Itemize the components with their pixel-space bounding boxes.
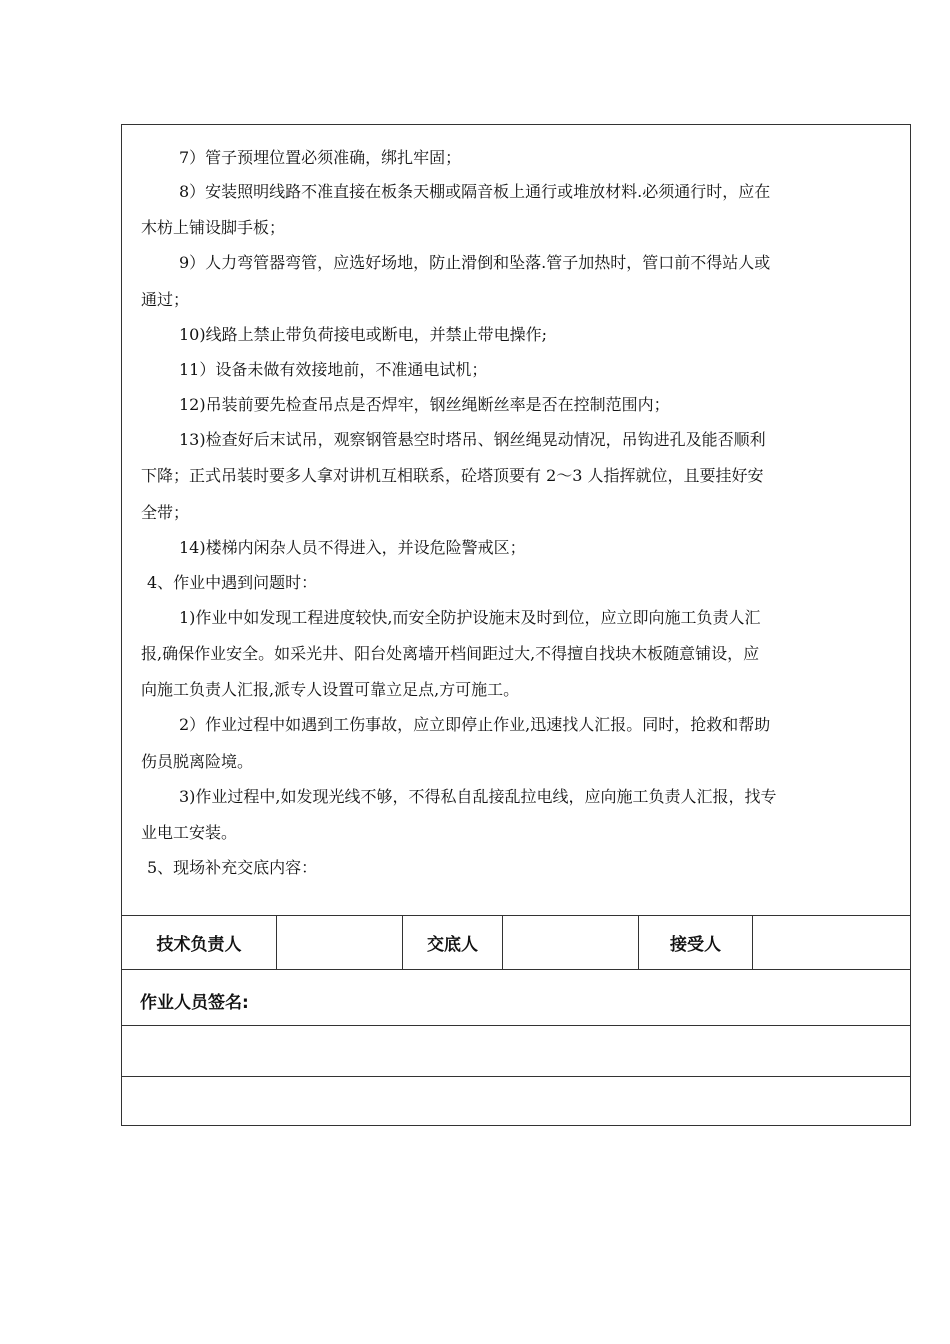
text-line: 1)作业中如发现工程进度较快,而安全防护设施末及时到位，应立即向施工负责人汇	[179, 608, 761, 627]
text-line: 7）管子预埋位置必须准确，绑扎牢固；	[179, 148, 462, 167]
text-line: 业电工安装。	[141, 823, 238, 842]
receiver-signature-field[interactable]	[752, 916, 910, 969]
text-line: 通过；	[141, 290, 190, 309]
workers-signature-row	[122, 970, 910, 1026]
presenter-signature-field[interactable]	[502, 916, 638, 969]
text-line: 全带；	[141, 503, 190, 522]
text-line: 9）人力弯管器弯管，应选好场地，防止滑倒和坠落.管子加热时，管口前不得站人或	[179, 253, 771, 272]
text-line: 10)线路上禁止带负荷接电或断电，并禁止带电操作;	[179, 325, 547, 344]
text-line: 3)作业过程中,如发现光线不够，不得私自乱接乱拉电线，应向施工负责人汇报，找专	[179, 787, 777, 806]
text-line: 14)楼梯内闲杂人员不得进入，并设危险警戒区；	[179, 538, 526, 557]
text-line: 向施工负责人汇报,派专人设置可靠立足点,方可施工。	[141, 680, 520, 699]
text-line: 11）设备未做有效接地前，不准通电试机；	[179, 360, 488, 379]
text-line: 伤员脱离险境。	[141, 752, 254, 771]
content-section	[122, 125, 910, 916]
workers-signature-field[interactable]	[122, 1026, 910, 1077]
disclosure-form	[121, 124, 911, 1126]
workers-signature-field[interactable]	[122, 1077, 910, 1125]
text-line: 8）安装照明线路不准直接在板条天棚或隔音板上通行或堆放材料.必须通行时，应在	[179, 182, 771, 201]
text-line: 下降；正式吊装时要多人拿对讲机互相联系，砼塔顶要有 2～3 人指挥就位，且要挂好安	[141, 466, 764, 485]
signature-row	[122, 916, 910, 970]
workers-signature-label: 作业人员签名:	[140, 993, 249, 1013]
receiver-label: 接受人	[638, 916, 752, 969]
presenter-label: 交底人	[402, 916, 502, 969]
section-heading: 4、作业中遇到问题时：	[147, 573, 318, 592]
text-line: 13)检查好后末试吊，观察钢管悬空时塔吊、钢丝绳晃动情况，吊钩进孔及能否顺利	[179, 430, 766, 449]
text-line: 2）作业过程中如遇到工伤事故，应立即停止作业,迅速找人汇报。同时，抢救和帮助	[179, 715, 771, 734]
text-line: 木枋上铺设脚手板；	[141, 218, 286, 237]
text-line: 报,确保作业安全。如采光井、阳台处离墙开档间距过大,不得擅自找块木板随意铺设，应	[141, 644, 760, 663]
text-line: 12)吊装前要先检查吊点是否焊牢，钢丝绳断丝率是否在控制范围内；	[179, 395, 670, 414]
section-heading: 5、现场补充交底内容：	[147, 858, 318, 877]
tech-lead-label: 技术负责人	[156, 935, 242, 955]
tech-lead-signature-field[interactable]	[276, 916, 402, 969]
